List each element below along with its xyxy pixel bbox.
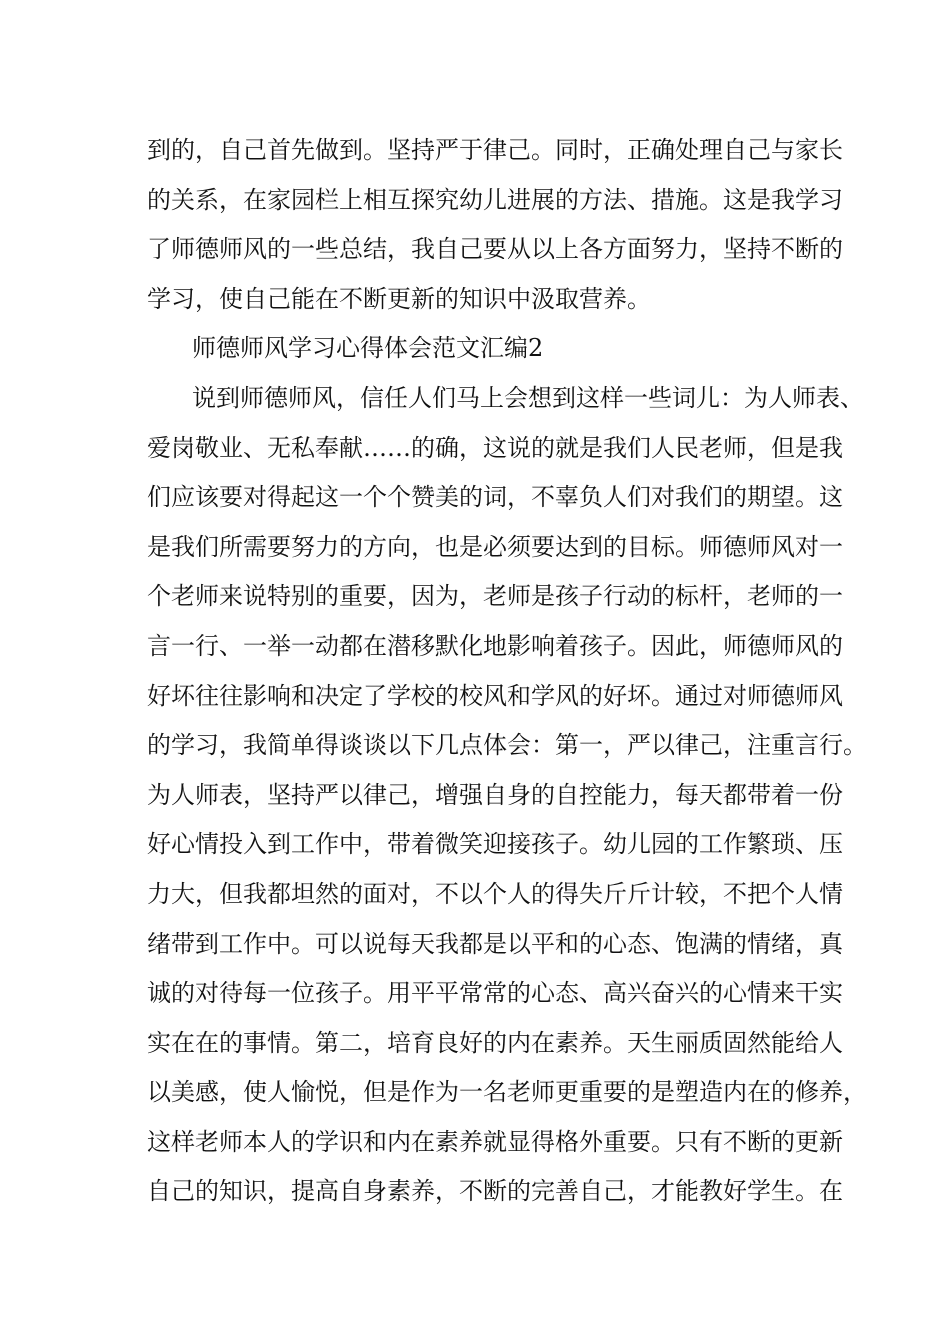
text-line: 这样老师本人的学识和内在素养就显得格外重要。只有不断的更新 [147, 1127, 843, 1156]
text-line: 学习，使自己能在不断更新的知识中汲取营养。 [147, 284, 651, 313]
section-heading: 师德师风学习心得体会范文汇编2 [192, 334, 544, 363]
text-line: 好坏往往影响和决定了学校的校风和学风的好坏。通过对师德师风 [147, 681, 843, 710]
text-line: 的学习，我简单得谈谈以下几点体会：第一，严以律己，注重言行。 [147, 731, 867, 760]
text-line: 以美感，使人愉悦，但是作为一名老师更重要的是塑造内在的修养， [147, 1078, 867, 1107]
text-line: 言一行、一举一动都在潜移默化地影响着孩子。因此，师德师风的 [147, 631, 843, 660]
text-line: 到的，自己首先做到。坚持严于律己。同时，正确处理自己与家长 [147, 136, 843, 164]
text-line: 是我们所需要努力的方向，也是必须要达到的目标。师德师风对一 [147, 532, 843, 561]
text-line: 了师德师风的一些总结，我自己要从以上各方面努力，坚持不断的 [147, 235, 843, 264]
text-line: 的关系，在家园栏上相互探究幼儿进展的方法、措施。这是我学习 [147, 185, 843, 214]
text-line: 们应该要对得起这一个个赞美的词，不辜负人们对我们的期望。这 [147, 483, 843, 512]
text-line: 好心情投入到工作中，带着微笑迎接孩子。幼儿园的工作繁琐、压 [147, 830, 843, 859]
text-line: 力大，但我都坦然的面对，不以个人的得失斤斤计较，不把个人情 [147, 879, 843, 908]
text-line: 为人师表，坚持严以律己，增强自身的自控能力，每天都带着一份 [147, 780, 843, 809]
text-line: 爱岗敬业、无私奉献……的确，这说的就是我们人民老师，但是我 [147, 433, 843, 462]
text-line: 说到师德师风，信任人们马上会想到这样一些词儿：为人师表、 [192, 383, 864, 412]
text-line: 自己的知识，提高自身素养，不断的完善自己，才能教好学生。在 [147, 1177, 843, 1206]
text-line: 绪带到工作中。可以说每天我都是以平和的心态、饱满的情绪，真 [147, 929, 843, 958]
text-line: 个老师来说特别的重要，因为，老师是孩子行动的标杆，老师的一 [147, 582, 843, 611]
document-body [147, 126, 867, 1217]
text-line: 实在在的事情。第二，培育良好的内在素养。天生丽质固然能给人 [147, 1028, 843, 1057]
text-line: 诚的对待每一位孩子。用平平常常的心态、高兴奋兴的心情来干实 [147, 979, 843, 1008]
